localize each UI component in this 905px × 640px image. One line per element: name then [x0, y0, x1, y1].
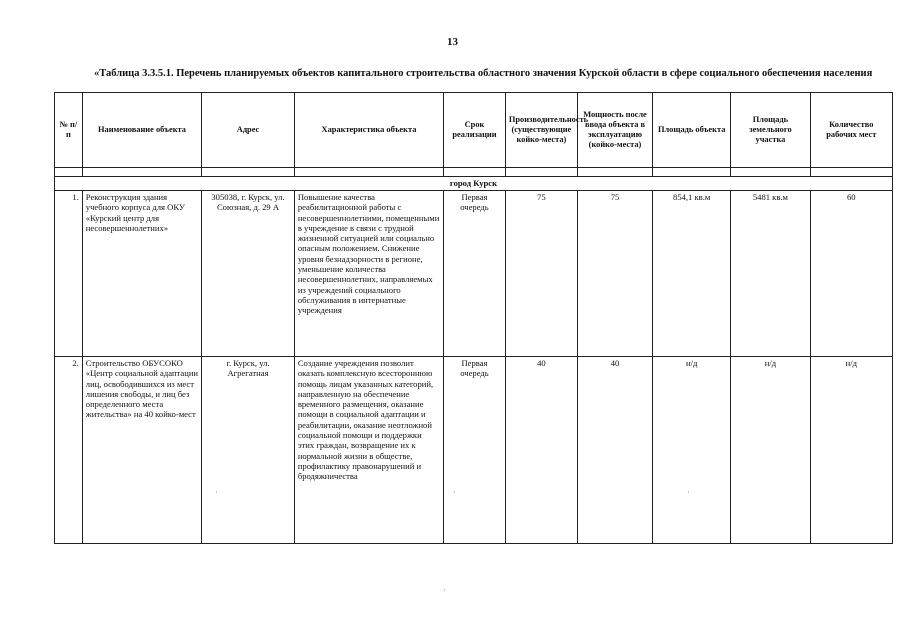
- header-land-area: Площадь земельного участка: [731, 93, 810, 168]
- cell-capacity: 75: [505, 191, 577, 357]
- scan-dot: ·: [453, 488, 456, 497]
- cell-area: н/д: [653, 357, 731, 544]
- cell-term: Первая очередь: [444, 357, 506, 544]
- table-row: [55, 191, 893, 357]
- cell-characteristic: Повышение качества реабилитационной работы с несовершеннолетними, помещенными в учреждение в связи с трудной жизненной ситуацией или социально опасным положением. Снижение уровня безнадзорности в регионе, уменьшение количества несовершеннолетних, направляемых из учреждений социального обслуживания в интернатные учреждения: [294, 191, 443, 357]
- cell-address: г. Курск, ул. Агрегатная: [202, 357, 295, 544]
- cell-land-area: н/д: [731, 357, 810, 544]
- scan-dot: ·: [687, 488, 690, 497]
- section-row: [55, 177, 893, 191]
- scan-dot: ·: [215, 488, 218, 497]
- table-caption: «Таблица 3.3.5.1. Перечень планируемых объектов капитального строительства областного значения Курской области в сфере социального обеспечения населения: [94, 68, 873, 79]
- cell-name: Реконструкция здания учебного корпуса для ОКУ «Курский центр для несовершеннолетних»: [82, 191, 201, 357]
- header-characteristic: Характеристика объекта: [294, 93, 443, 168]
- header-row: [55, 93, 893, 168]
- header-capacity: Производительность (существующие койко-места): [505, 93, 577, 168]
- spacer-row: [55, 168, 893, 177]
- cell-name: Строительство ОБУСОКО «Центр социальной адаптации лиц, освободившихся из мест лишения свободы, и лиц без определенного места жительства» на 40 койко-мест: [82, 357, 201, 544]
- header-num: № п/п: [55, 93, 83, 168]
- header-term: Срок реализации: [444, 93, 506, 168]
- scan-dot: ·: [443, 586, 446, 595]
- cell-capacity-after: 75: [577, 191, 652, 357]
- header-address: Адрес: [202, 93, 295, 168]
- cell-characteristic: Создание учреждения позволит оказать комплексную всестороннюю помощь лицам указанных категорий, направленную на обеспечение временного размещения, оказание помощи в социальной адаптации и реабилитации, оказание неотложной социальной помощи и поддержки этих граждан, возвращение их к нормальной жизни в обществе, профилактику правонарушений и бродяжничества: [294, 357, 443, 544]
- header-jobs: Количество рабочих мест: [810, 93, 892, 168]
- cell-jobs: 60: [810, 191, 892, 357]
- cell-num: 1.: [55, 191, 83, 357]
- page-number: 13: [447, 36, 458, 48]
- table-row: [55, 357, 893, 544]
- objects-table: [54, 92, 893, 544]
- cell-num: 2.: [55, 357, 83, 544]
- cell-jobs: н/д: [810, 357, 892, 544]
- cell-area: 854,1 кв.м: [653, 191, 731, 357]
- cell-land-area: 5481 кв.м: [731, 191, 810, 357]
- section-title: город Курск: [55, 177, 893, 191]
- header-name: Наименование объекта: [82, 93, 201, 168]
- cell-address: 305038, г. Курск, ул. Союзная, д. 29 А: [202, 191, 295, 357]
- cell-term: Первая очередь: [444, 191, 506, 357]
- cell-capacity: 40: [505, 357, 577, 544]
- header-area: Площадь объекта: [653, 93, 731, 168]
- header-capacity-after: Мощность после ввода объекта в эксплуатацию (койко-места): [577, 93, 652, 168]
- cell-capacity-after: 40: [577, 357, 652, 544]
